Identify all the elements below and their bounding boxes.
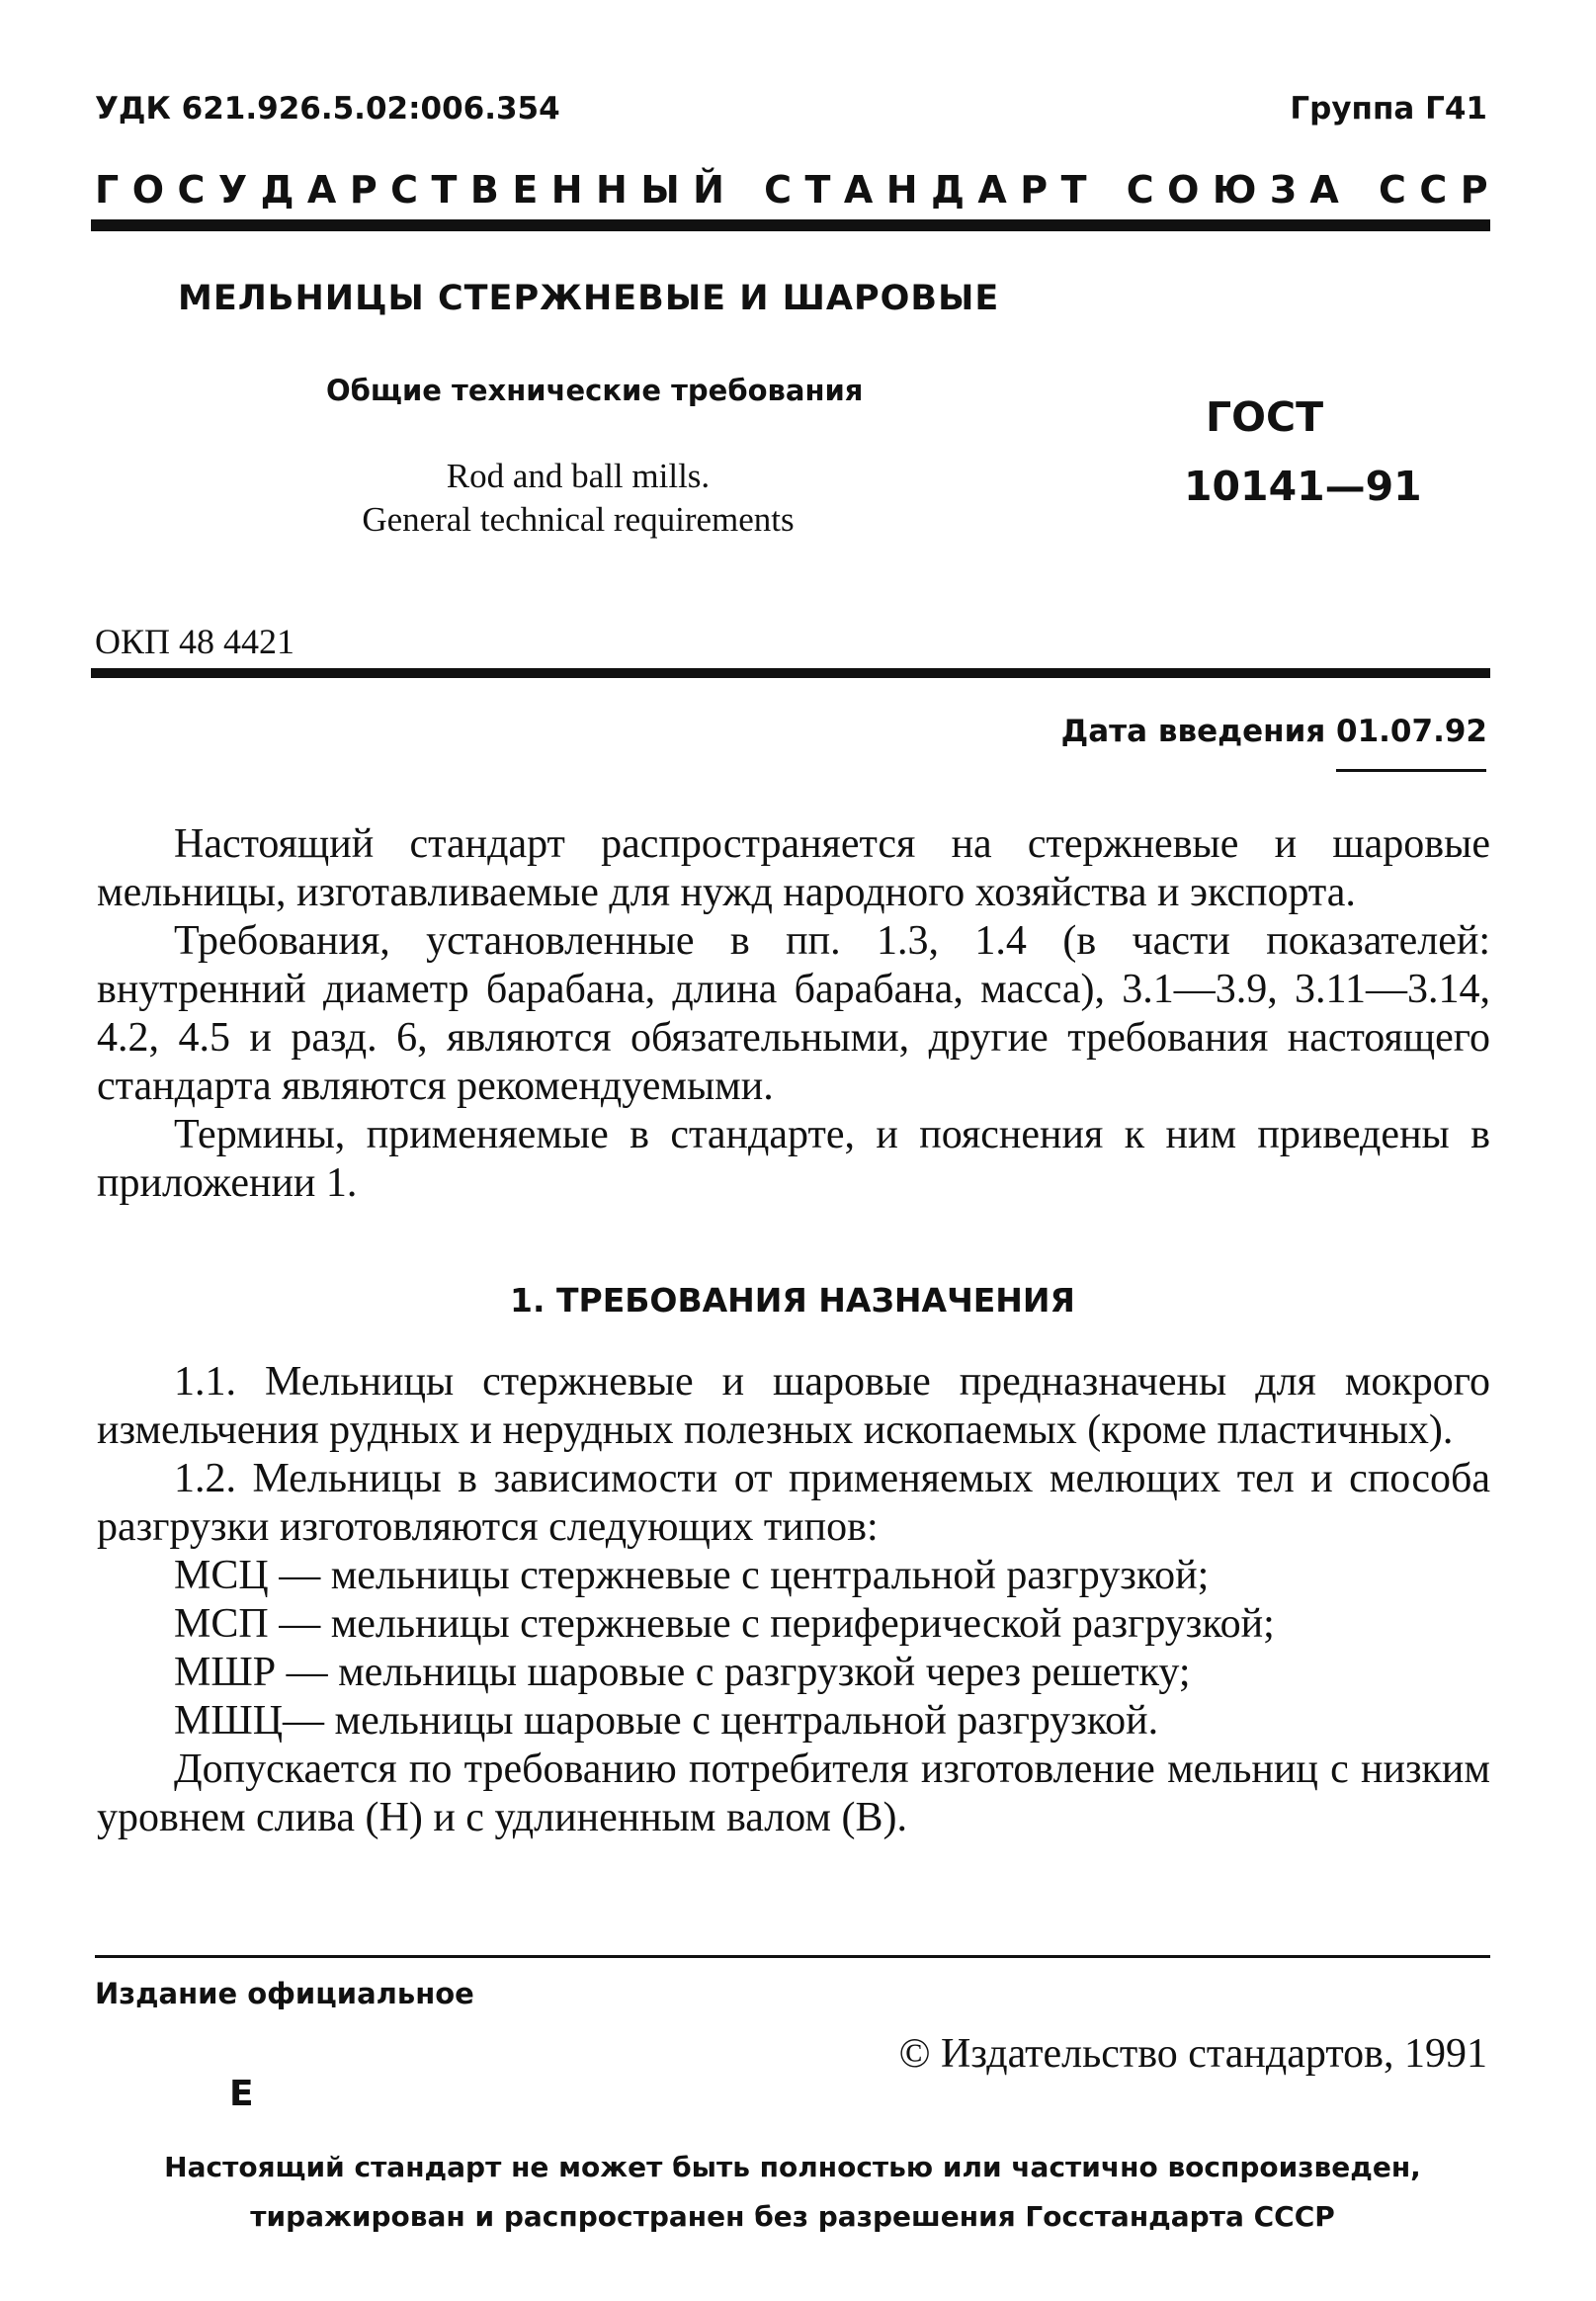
footer-divider <box>95 1955 1490 1958</box>
heading-letter: Д <box>260 168 294 212</box>
edition-letter: Е <box>229 2074 254 2114</box>
heading-letter: О <box>1167 168 1200 212</box>
heading-letter: А <box>1309 168 1339 212</box>
gost-number: 10141—91 <box>1184 463 1422 510</box>
state-standard-heading <box>95 168 1488 212</box>
udk-code: УДК 621.926.5.02:006.354 <box>95 91 560 127</box>
heading-letter: Ю <box>1212 168 1257 212</box>
heading-letter: Т <box>1060 168 1087 212</box>
heading-letter: С <box>1419 168 1448 212</box>
list-item: МШЦ— мельницы шаровые с центральной разгрузкой. <box>174 1698 1159 1744</box>
heading-letter: Й <box>693 168 724 212</box>
copyright-line: © Издательство стандартов, 1991 <box>898 2031 1487 2077</box>
heading-letter: С <box>390 168 419 212</box>
heading-letter: Р <box>1020 168 1049 212</box>
list-item: МСЦ — мельницы стержневые с центральной разгрузкой; <box>174 1553 1210 1598</box>
heading-letter: Е <box>512 168 539 212</box>
okp-code: ОКП 48 4421 <box>95 622 295 661</box>
date-underline <box>1336 769 1486 772</box>
list-item: МСП — мельницы стержневые с периферической разгрузкой; <box>174 1601 1275 1647</box>
header-divider <box>91 219 1490 231</box>
heading-letter: З <box>1269 168 1297 212</box>
heading-letter: Н <box>550 168 583 212</box>
introduction-date: Дата введения 01.07.92 <box>1060 714 1487 749</box>
heading-letter <box>737 168 750 212</box>
intro-paragraph-1: Настоящий стандарт распространяется на стержневые и шаровые мельницы, изготавливаемые для нужд народного хозяйства и экспорта. <box>97 821 1490 915</box>
mill-types-list <box>97 1552 1490 1746</box>
group-code: Группа Г41 <box>1290 91 1487 127</box>
english-title-line1: Rod and ball mills. <box>446 457 711 495</box>
heading-letter: У <box>217 168 248 212</box>
heading-letter: А <box>977 168 1007 212</box>
heading-letter: Д <box>931 168 965 212</box>
heading-letter: С <box>1126 168 1154 212</box>
reproduction-notice <box>95 2143 1490 2242</box>
heading-letter: Н <box>885 168 918 212</box>
heading-letter: А <box>306 168 337 212</box>
heading-letter: Ы <box>640 168 680 212</box>
heading-letter: Р <box>1460 168 1488 212</box>
heading-letter: О <box>131 168 164 212</box>
heading-letter <box>1100 168 1113 212</box>
heading-letter: С <box>177 168 206 212</box>
paragraph-1-2: 1.2. Мельницы в зависимости от применяемых мелющих тел и способа разгрузки изготовляются следующих типов: <box>97 1456 1490 1550</box>
section-1-title: 1. ТРЕБОВАНИЯ НАЗНАЧЕНИЯ <box>510 1281 1075 1320</box>
allowance-paragraph: Допускается по требованию потребителя изготовление мельниц с низким уровнем слива (Н) и с удлиненным валом (В). <box>97 1747 1490 1840</box>
heading-letter: Г <box>95 168 120 212</box>
gost-label: ГОСТ <box>1206 393 1324 441</box>
okp-divider <box>91 668 1490 678</box>
notice-line-2: тиражирован и распространен без разрешения Госстандарта СССР <box>250 2200 1335 2233</box>
heading-letter: Т <box>804 168 831 212</box>
heading-letter: С <box>1378 168 1406 212</box>
document-title: МЕЛЬНИЦЫ СТЕРЖНЕВЫЕ И ШАРОВЫЕ <box>178 279 1000 318</box>
paragraph-1-1: 1.1. Мельницы стержневые и шаровые предназначены для мокрого измельчения рудных и нерудных полезных ископаемых (кроме пластичных). <box>97 1359 1490 1453</box>
heading-letter <box>1352 168 1365 212</box>
intro-paragraph-2: Требования, установленные в пп. 1.3, 1.4 (в части показателей: внутренний диаметр барабана, длина барабана, масса), 3.1—3.9, 3.11—3.14, 4.2, 4.5 и разд. 6, являются обязательными, другие требования настоящего стандарта являются рекомендуемыми. <box>97 918 1490 1109</box>
heading-letter: Т <box>431 168 458 212</box>
intro-paragraph-3: Термины, применяемые в стандарте, и пояснения к ним приведены в приложении 1. <box>97 1112 1490 1206</box>
official-edition: Издание официальное <box>95 1977 474 2010</box>
english-title-line2: General technical requirements <box>362 500 795 539</box>
section-1-text <box>97 1358 1490 1842</box>
list-item: МШР — мельницы шаровые с разгрузкой через решетку; <box>174 1650 1191 1695</box>
heading-letter: С <box>764 168 793 212</box>
document-subtitle: Общие технические требования <box>326 374 864 407</box>
intro-text <box>97 820 1490 1208</box>
heading-letter: А <box>843 168 874 212</box>
heading-letter: Н <box>596 168 628 212</box>
heading-letter: В <box>469 168 499 212</box>
notice-line-1: Настоящий стандарт не может быть полностью или частично воспроизведен, <box>164 2151 1421 2183</box>
english-title <box>316 455 840 542</box>
heading-letter: Р <box>349 168 378 212</box>
